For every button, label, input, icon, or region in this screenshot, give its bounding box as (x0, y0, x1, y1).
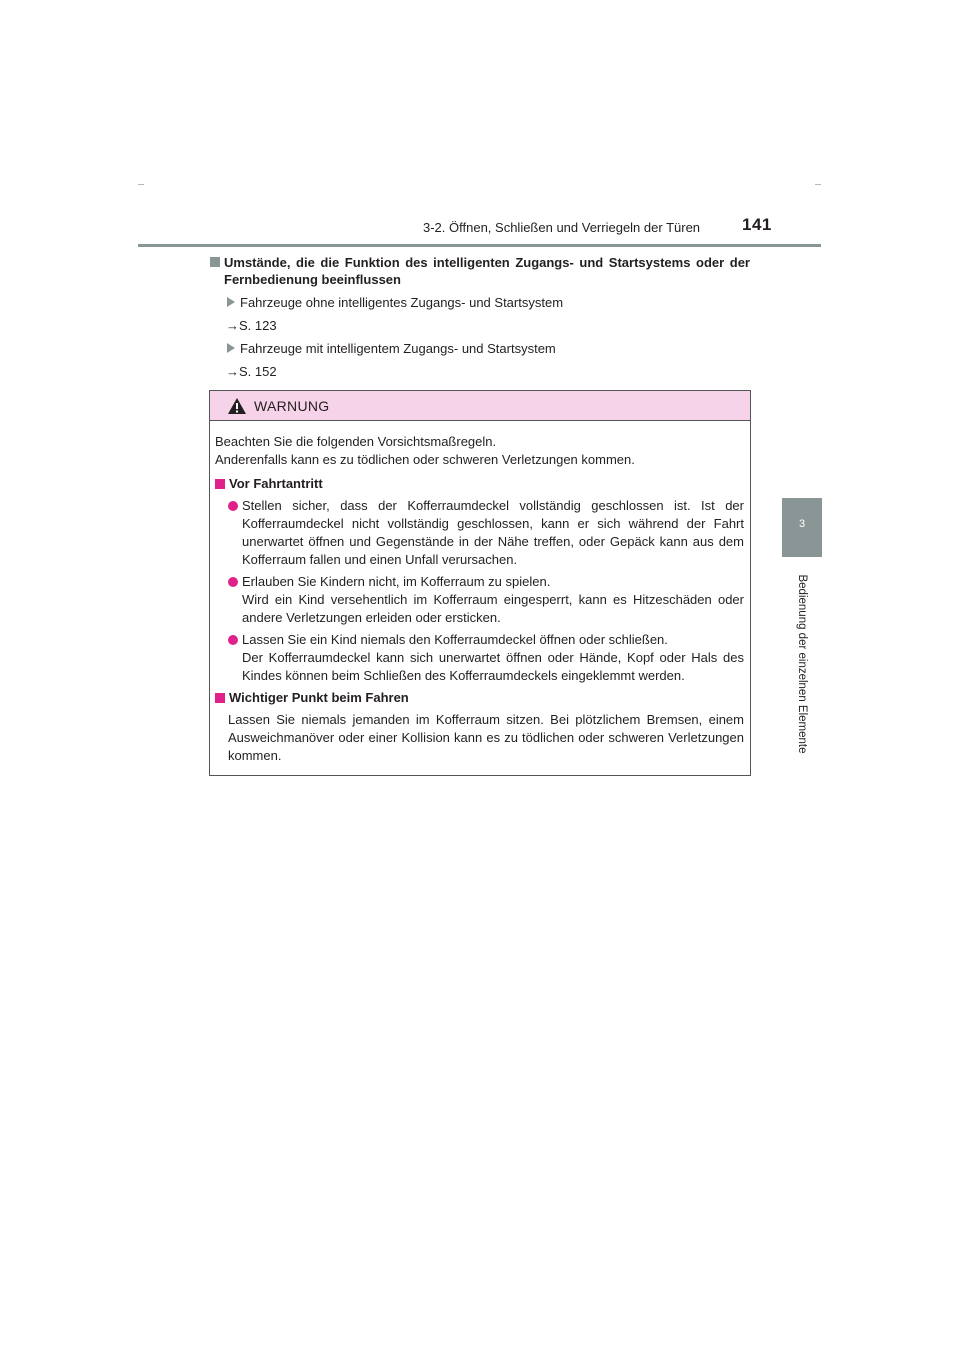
bullet-text: Erlauben Sie Kindern nicht, im Kofferraum zu spielen. (242, 574, 551, 589)
intro-line: Beachten Sie die folgenden Vorsichtsmaßregeln. (215, 434, 497, 449)
square-bullet-icon (215, 693, 225, 703)
warning-bullet (215, 573, 744, 627)
heading-text: Umstände, die die Funktion des intelligenten Zugangs- und Startsystems oder der Fernbedienung beeinflussen (224, 255, 750, 287)
warning-paragraph: Lassen Sie niemals jemanden im Kofferraum sitzen. Bei plötzlichem Bremsen, einem Ausweichmanöver oder einer Kollision kann es zu tödlichen oder schweren Verletzungen kommen. (228, 712, 744, 763)
warning-header (210, 391, 750, 421)
warning-section-heading (215, 689, 744, 707)
intro-line: Anderenfalls kann es zu tödlichen oder schweren Verletzungen kommen. (215, 452, 635, 467)
chapter-number: 3 (798, 518, 806, 530)
warning-bullet (215, 631, 744, 685)
square-bullet-icon (215, 479, 225, 489)
warning-body (210, 421, 750, 765)
page-reference[interactable]: →S. 123 (226, 318, 277, 333)
main-content (210, 254, 750, 380)
circle-bullet-icon (228, 501, 238, 511)
list-item (210, 340, 750, 357)
warning-triangle-icon (227, 397, 247, 415)
warning-box (209, 390, 751, 776)
content-heading (210, 254, 750, 288)
warning-bullet (215, 497, 744, 569)
crop-mark (815, 184, 821, 185)
triangle-bullet-icon (227, 343, 235, 353)
triangle-bullet-icon (227, 297, 235, 307)
section-title: 3-2. Öffnen, Schließen und Verriegeln der Türen (423, 220, 701, 235)
list-item (210, 294, 750, 311)
warning-intro (215, 433, 744, 469)
square-bullet-icon (210, 257, 220, 267)
section-heading-text: Wichtiger Punkt beim Fahren (229, 690, 409, 705)
page-reference[interactable]: →S. 152 (226, 364, 277, 379)
circle-bullet-icon (228, 577, 238, 587)
item-label: Fahrzeuge ohne intelligentes Zugangs- und Startsystem (240, 295, 564, 310)
bullet-text: Der Kofferraumdeckel kann sich unerwartet öffnen oder Hände, Kopf oder Hals des Kindes können beim Schließen des Kofferraumdeckels eingeklemmt werden. (242, 650, 744, 683)
item-label: Fahrzeuge mit intelligentem Zugangs- und Startsystem (240, 341, 556, 356)
crop-mark (138, 184, 144, 185)
bullet-text: Wird ein Kind versehentlich im Kofferraum eingesperrt, kann es Hitzeschäden oder andere Verletzungen erleiden oder ersticken. (242, 592, 744, 625)
header-rule (138, 244, 821, 247)
page-number: 141 (742, 215, 772, 234)
bullet-text: Stellen sicher, dass der Kofferraumdeckel vollständig geschlossen ist. Ist der Kofferraumdeckel nicht vollständig geschlossen, kann er sich während der Fahrt unerwartet öffnen und Gegenstände in der Nähe treffen, oder Gepäck kann aus dem Kofferraum fallen und einen Unfall verursachen. (242, 498, 744, 567)
circle-bullet-icon (228, 635, 238, 645)
section-heading-text: Vor Fahrtantritt (229, 476, 323, 491)
warning-label: WARNUNG (254, 398, 330, 414)
bullet-text: Lassen Sie ein Kind niemals den Kofferraumdeckel öffnen oder schließen. (242, 632, 668, 647)
chapter-tab (782, 498, 822, 557)
chapter-title: Bedienung der einzelnen Elemente (796, 574, 808, 754)
warning-section-heading (215, 475, 744, 493)
